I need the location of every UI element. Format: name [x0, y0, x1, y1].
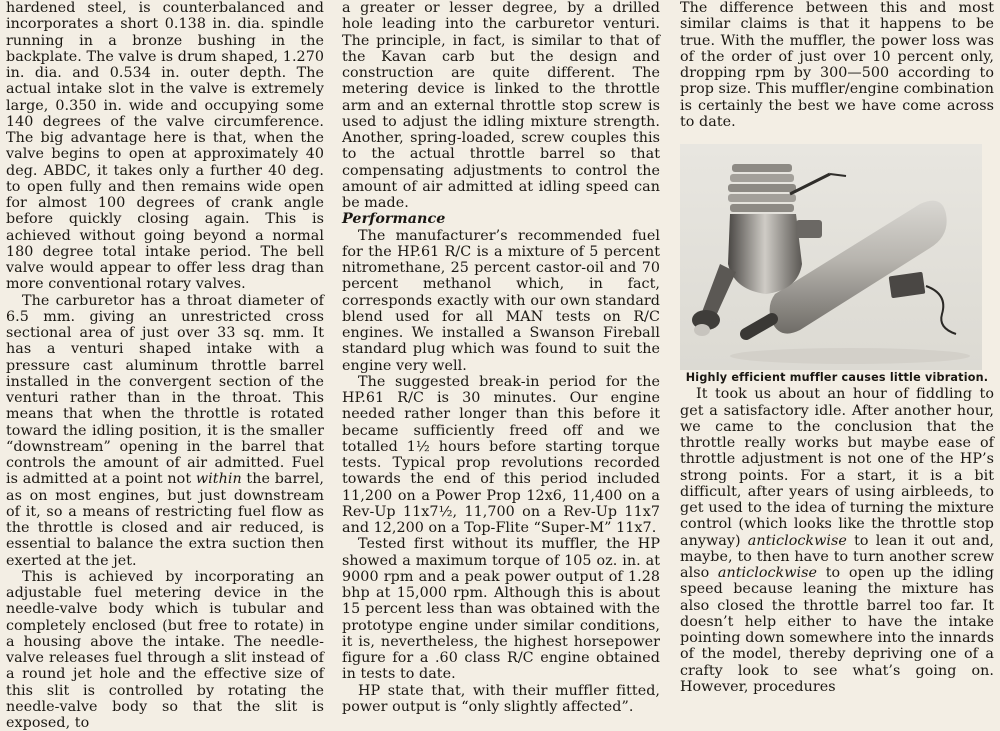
column-2 [342, 0, 660, 715]
paragraph [6, 293, 324, 569]
figure-caption: Highly efficient muffler causes little vibration. [685, 371, 989, 384]
text-run: The carburetor has a throat diameter of 6.5 mm. giving an unrestricted cross sectional area of just over 33 sq. mm. It has a venturi shaped intake with a pressure cast aluminum throttle barrel installed in the convergent section of the venturi rather than in the throat. This means that when the throttle is rotated toward the idling position, it is the smaller “downstream” opening in the barrel that controls the amount of air admitted. Fuel is admitted at a point not [6, 292, 324, 488]
paragraph [680, 386, 994, 695]
text-run: to open up the idling speed because leaning the mixture has also closed the throttle barrel too far. It doesn’t help either to have the intake pointing down somewhere into the innards of the model, thereby depriving one of a crafty look to see what’s going on. However, procedures [680, 565, 994, 695]
paragraph: hardened steel, is counterbalanced and incorporates a short 0.138 in. dia. spindle running in a bronze bushing in the backplate. The valve is drum shaped, 1.270 in. dia. and 0.534 in. outer depth. The actual intake slot in the valve is extremely large, 0.350 in. wide and occupying some 140 degrees of the valve circumference. The big advantage here is that, when the valve begins to open at approximately 40 deg. ABDC, it takes only a further 40 deg. to open fully and then remains wide open for almost 100 degrees of crank angle before quickly closing again. This is achieved without going beyond a normal 180 degree total intake period. The bell valve would appear to offer less drag than more conventional rotary valves. [6, 0, 324, 293]
emphasis-text: within [195, 471, 242, 488]
emphasis-text: anticlockwise [747, 532, 847, 549]
engine-muffler-photo [680, 144, 982, 370]
paragraph: Tested first without its muffler, the HP showed a maximum torque of 105 oz. in. at 9000 rpm and a peak power output of 1.28 bhp at 15,000 rpm. Although this is about 15 percent less than was obtained with the prototype engine under similar conditions, it is, nevertheless, the highest horsepower figure for a .60 class R/C engine obtained in tests to date. [342, 536, 660, 683]
paragraph: The suggested break-in period for the HP.61 R/C is 30 minutes. Our engine needed rather longer than this before it became sufficiently freed off and we totalled 1½ hours before starting torque tests. Typical prop revolutions recorded towards the end of this period included 11,200 on a Power Prop 12x6, 11,400 on a Rev-Up 11x7½, 11,700 on a Rev-Up 11x7 and 12,200 on a Top-Flite “Super-M” 11x7. [342, 373, 660, 536]
paragraph: The difference between this and most similar claims is that it happens to be true. With the muffler, the power loss was of the order of just over 10 percent only, dropping rpm by 300—500 according to prop size. This muffler/engine combination is certainly the best we have come across to date. [680, 0, 994, 130]
paragraph: a greater or lesser degree, by a drilled hole leading into the carburetor venturi. The principle, in fact, is similar to that of the Kavan carb but the design and construction are quite different. The metering device is linked to the throttle arm and an external throttle stop screw is used to adjust the idling mixture strength. Another, spring-loaded, screw couples this to the actual throttle barrel so that compensating adjustments to control the amount of air admitted at idling speed can be made. [342, 0, 660, 211]
paragraph: This is achieved by incorporating an adjustable fuel metering device in the needle-valve body which is tubular and completely enclosed (but free to rotate) in a housing above the intake. The needle-valve releases fuel through a slit instead of a round jet hole and the effective size of this slit is controlled by rotating the needle-valve body so that the slit is exposed, to [6, 568, 324, 731]
column-3 [680, 0, 994, 695]
emphasis-text: anticlockwise [717, 565, 818, 581]
paragraph: HP state that, with their muffler fitted, power output is “only slightly affected”. [342, 682, 660, 715]
text-run: to lean it out and, maybe, to then have to turn another screw also [680, 532, 995, 581]
paragraph: The manufacturer’s recommended fuel for the HP.61 R/C is a mixture of 5 percent nitromethane, 25 percent castor-oil and 70 percent methanol which, in fact, corresponds exactly with our own standard blend used for all MAN tests on R/C engines. We installed a Swanson Fireball standard plug which was found to suit the engine very well. [342, 227, 660, 374]
text-run: It took us about an hour of fiddling to get a satisfactory idle. After another hour, we came to the conclusion that the throttle really works but maybe ease of throttle adjustment is not one of the HP’s strong points. For a start, it is a bit difficult, after years of using airbleeds, to get used to the idea of turning the mixture control (which looks like the throttle stop anyway) [680, 386, 994, 549]
engine-illustration [680, 144, 982, 370]
section-heading: Performance [342, 211, 446, 228]
column-1 [6, 0, 324, 731]
text-run: the barrel, as on most engines, but just downstream of it, so a means of restricting fuel flow as the throttle is closed and air reduced, is essential to balance the extra suction then exerted at the jet. [6, 471, 324, 569]
